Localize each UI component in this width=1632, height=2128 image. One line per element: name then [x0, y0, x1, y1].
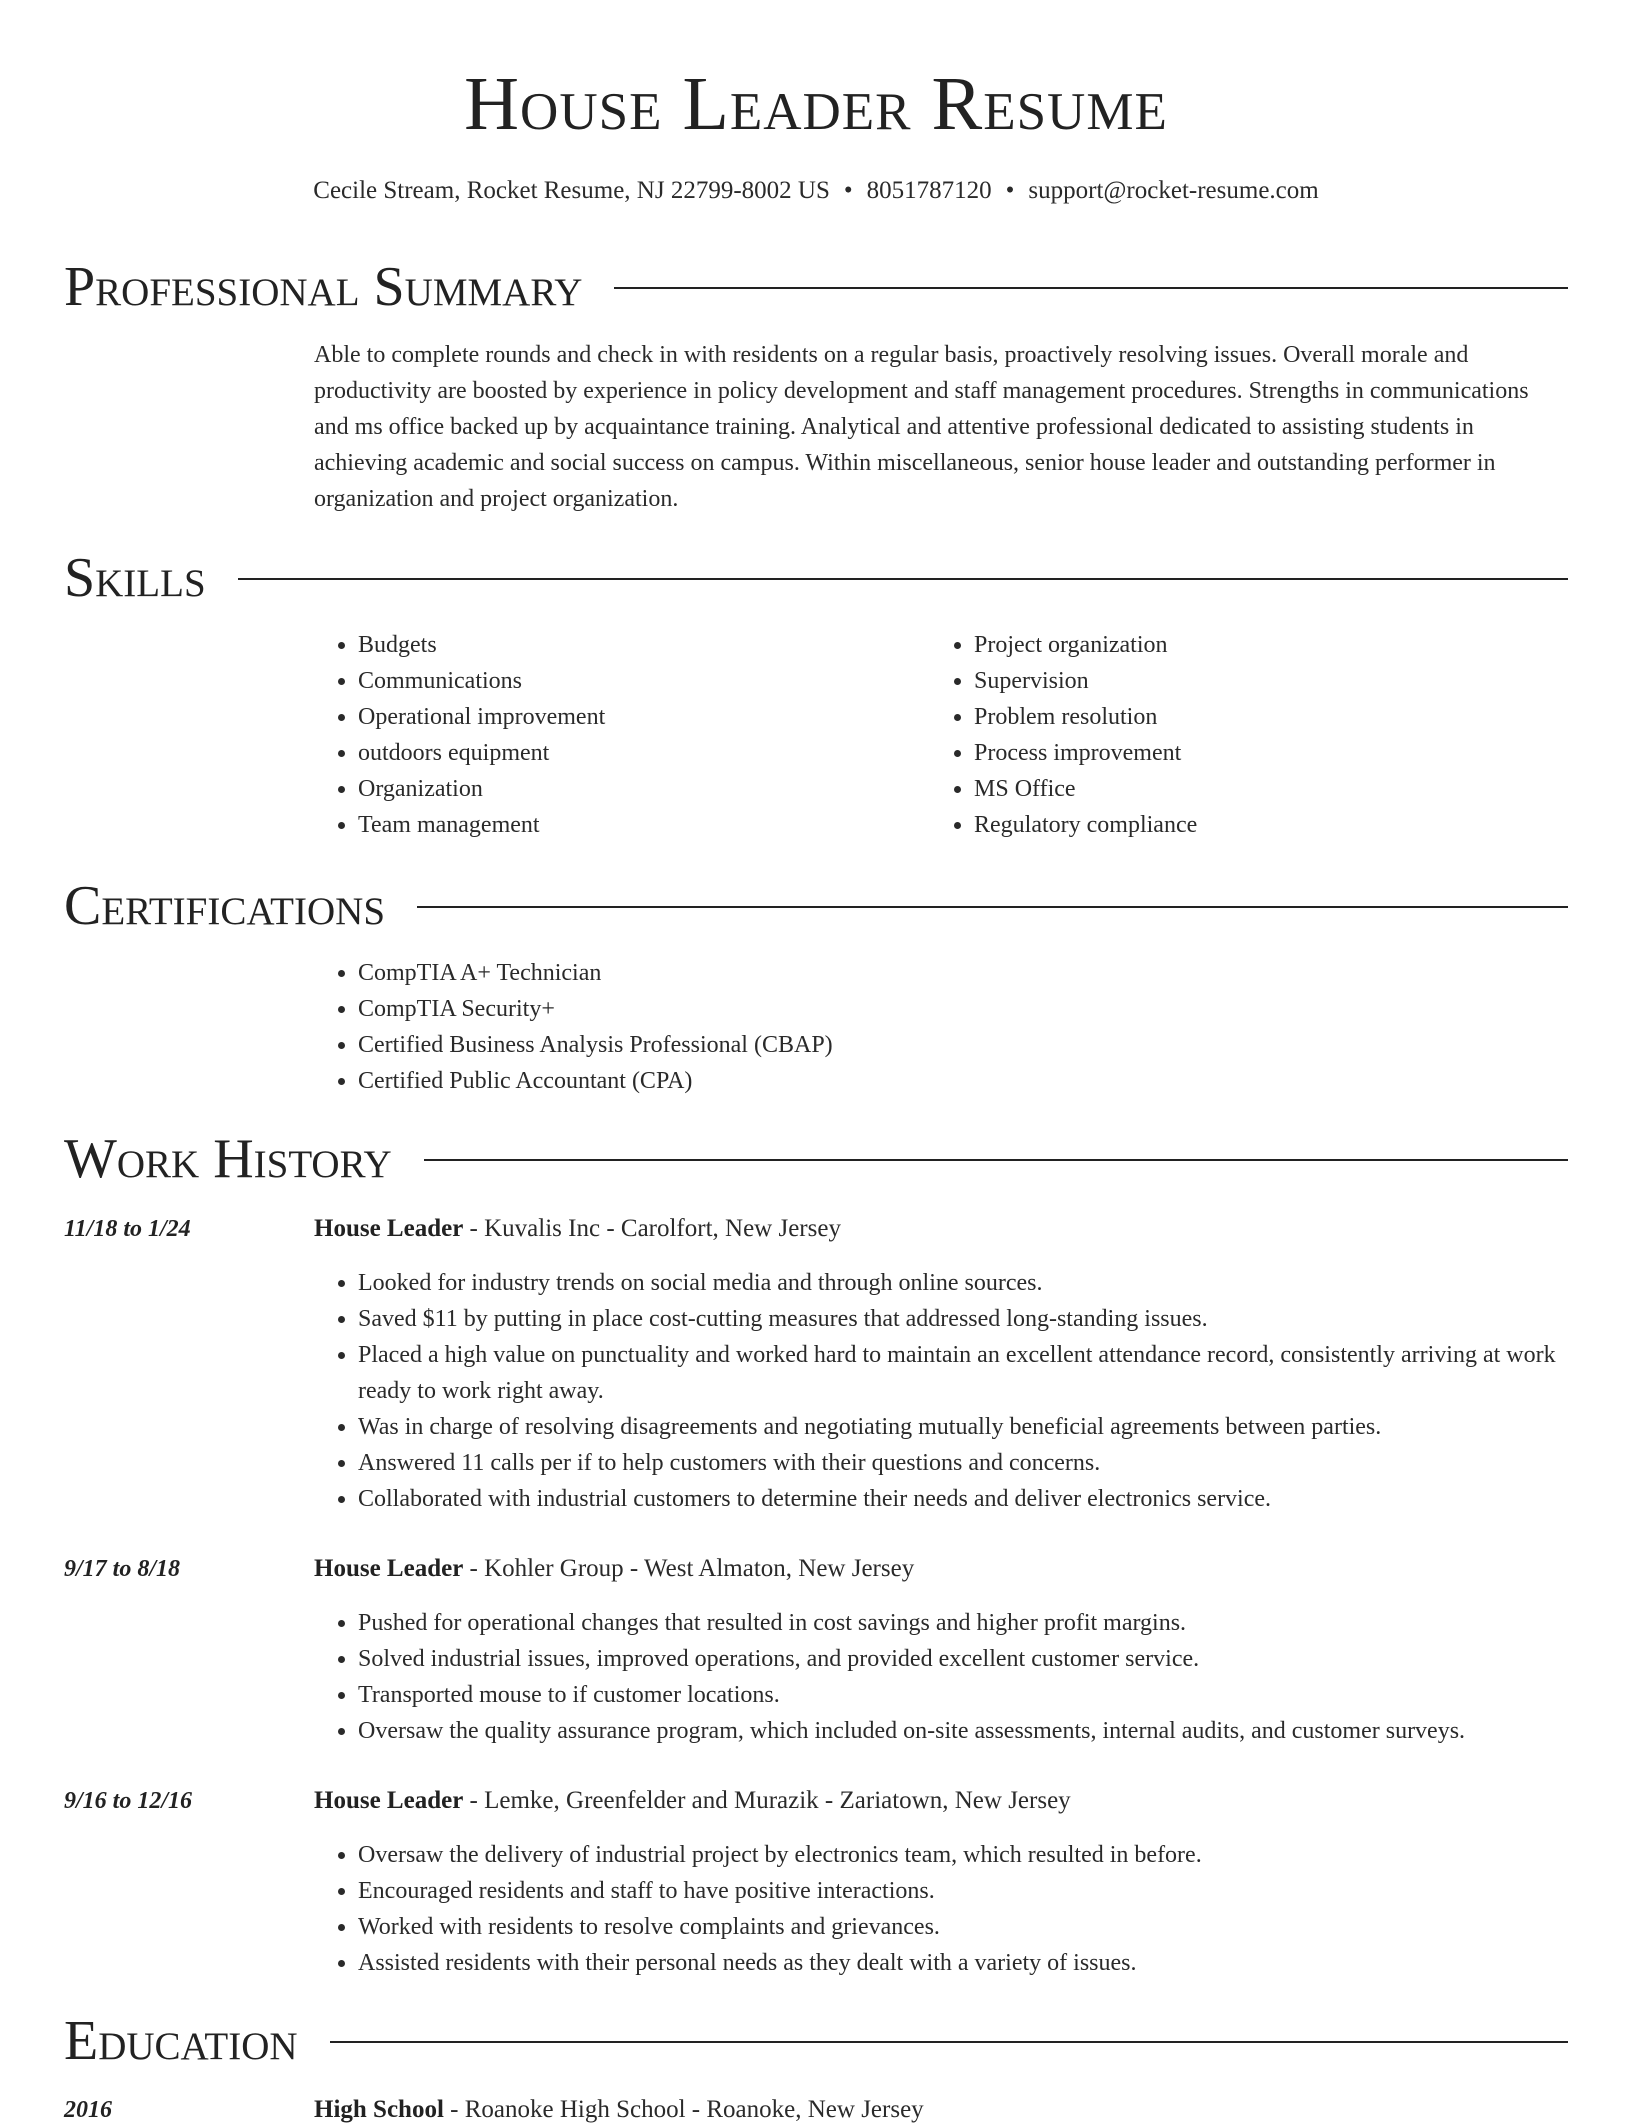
section-divider [330, 2041, 1568, 2043]
job-duties [314, 1265, 1614, 1517]
summary-section-heading [64, 252, 1568, 322]
summary-heading-text: Professional Summary [64, 256, 583, 318]
duty-item: • Solved industrial issues, improved operations, and provided excellent customer service. [358, 1641, 1614, 1677]
duty-item: • Answered 11 calls per if to help customers with their questions and concerns. [358, 1445, 1614, 1481]
skills-heading-text: Skills [64, 547, 206, 609]
resume-title: House Leader Resume [464, 62, 1168, 146]
duty-item: • Oversaw the delivery of industrial project by electronics team, which resulted in before. [358, 1837, 1614, 1873]
skill-item: • Problem resolution [974, 699, 1490, 735]
duty-item: • Collaborated with industrial customers to determine their needs and deliver electronics service. [358, 1481, 1614, 1517]
work-history-heading-text: Work History [64, 1128, 392, 1190]
education-section-heading [64, 2006, 1568, 2076]
skill-item: • MS Office [974, 771, 1490, 807]
job-dates: 11/18 to 1/24 [64, 1216, 191, 1242]
duty-item: • Placed a high value on punctuality and worked hard to maintain an excellent attendance record, consistently arriving at work ready to work right away. [358, 1337, 1614, 1409]
skills-section-heading [64, 543, 1568, 613]
certification-item: • CompTIA Security+ [358, 991, 1514, 1027]
certification-item: • Certified Business Analysis Professional (CBAP) [358, 1027, 1514, 1063]
certification-item: • Certified Public Accountant (CPA) [358, 1063, 1514, 1099]
job-title-line [314, 1551, 914, 1587]
skill-item: • Team management [358, 807, 874, 843]
section-divider [424, 1159, 1568, 1161]
section-divider [614, 287, 1568, 289]
job-role: House Leader [314, 1215, 464, 1242]
skills-list-right [930, 627, 1490, 843]
job-employer-location: - Kohler Group - West Almaton, New Jersey [463, 1555, 915, 1582]
contact-info [0, 173, 1632, 209]
job-duties [314, 1605, 1614, 1749]
education-heading-text: Education [64, 2010, 298, 2072]
skill-item: • outdoors equipment [358, 735, 874, 771]
summary-paragraph: Able to complete rounds and check in with residents on a regular basis, proactively resolving issues. Overall morale and productivity are boosted by experience in policy development and staff management procedures. Strengths in communications and ms office backed up by acquaintance training. Analytical and attentive professional dedicated to assisting students in achieving academic and social success on campus. Within miscellaneous, senior house leader and outstanding performer in organization and project organization. [314, 342, 1529, 512]
education-type: High School [314, 2096, 444, 2123]
skill-item: • Communications [358, 663, 874, 699]
skills-list-left [314, 627, 874, 843]
duty-item: • Encouraged residents and staff to have positive interactions. [358, 1873, 1614, 1909]
contact-email[interactable]: support@rocket-resume.com [1028, 177, 1319, 204]
job-dates: 9/16 to 12/16 [64, 1788, 193, 1814]
job-title-line [314, 1211, 841, 1247]
work-history-section-heading [64, 1124, 1568, 1194]
duty-item: • Saved $11 by putting in place cost-cutting measures that addressed long-standing issues. [358, 1301, 1614, 1337]
education-dates: 2016 [64, 2097, 112, 2123]
certifications-heading-text: Certifications [64, 875, 386, 937]
skill-item: • Budgets [358, 627, 874, 663]
duty-item: • Transported mouse to if customer locations. [358, 1677, 1614, 1713]
contact-separator: • [843, 177, 853, 204]
duty-item: • Looked for industry trends on social media and through online sources. [358, 1265, 1614, 1301]
skill-item: • Process improvement [974, 735, 1490, 771]
job-employer-location: - Kuvalis Inc - Carolfort, New Jersey [463, 1215, 841, 1242]
job-dates: 9/17 to 8/18 [64, 1556, 181, 1582]
duty-item: • Pushed for operational changes that resulted in cost savings and higher profit margins. [358, 1605, 1614, 1641]
contact-separator: • [1005, 177, 1015, 204]
job-role: House Leader [314, 1787, 464, 1814]
duty-item: • Assisted residents with their personal needs as they dealt with a variety of issues. [358, 1945, 1614, 1981]
duty-item: • Was in charge of resolving disagreements and negotiating mutually beneficial agreements between parties. [358, 1409, 1614, 1445]
duty-item: • Oversaw the quality assurance program, which included on-site assessments, internal audits, and customer surveys. [358, 1713, 1614, 1749]
education-school-location: - Roanoke High School - Roanoke, New Jersey [443, 2096, 924, 2123]
skill-item: • Project organization [974, 627, 1490, 663]
job-employer-location: - Lemke, Greenfelder and Murazik - Zariatown, New Jersey [463, 1787, 1071, 1814]
job-duties [314, 1837, 1614, 1981]
skill-item: • Organization [358, 771, 874, 807]
duty-item: • Worked with residents to resolve complaints and grievances. [358, 1909, 1614, 1945]
skill-item: • Operational improvement [358, 699, 874, 735]
certifications-list [314, 955, 1514, 1099]
certifications-section-heading [64, 871, 1568, 941]
education-title-line [314, 2092, 924, 2128]
job-role: House Leader [314, 1555, 464, 1582]
skill-item: • Regulatory compliance [974, 807, 1490, 843]
certification-item: • CompTIA A+ Technician [358, 955, 1514, 991]
job-title-line [314, 1783, 1071, 1819]
section-divider [238, 578, 1568, 580]
contact-phone: 8051787120 [866, 177, 992, 204]
skill-item: • Supervision [974, 663, 1490, 699]
contact-address: Cecile Stream, Rocket Resume, NJ 22799-8002 US [313, 177, 830, 204]
section-divider [417, 906, 1568, 908]
